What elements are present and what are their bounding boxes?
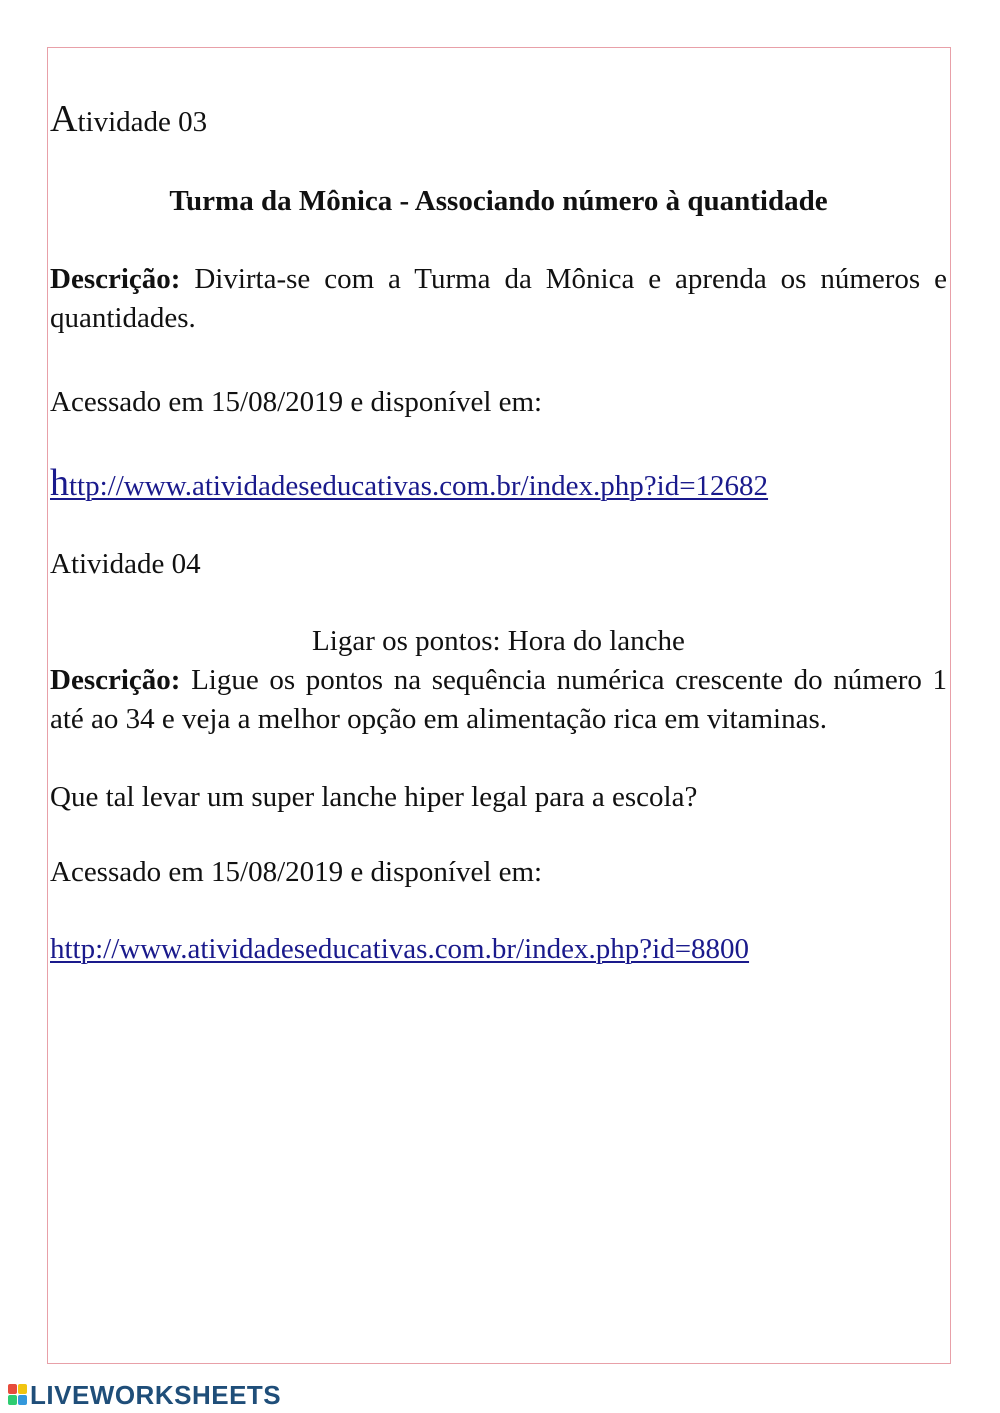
activity-03-heading-rest: tividade 03: [77, 106, 208, 138]
activity-03-accessed-text: Acessado em 15/08/2019 e disponível em:: [50, 386, 543, 418]
activity-04-extra-line: Que tal levar um super lanche hiper legal para a escola?: [50, 781, 698, 813]
activity-03-title: Turma da Mônica - Associando número à quantidade: [169, 185, 828, 217]
activity-04-accessed-text: Acessado em 15/08/2019 e disponível em:: [50, 856, 543, 888]
activity-03-heading-initial: A: [50, 98, 78, 140]
activity-04-heading: Atividade 04: [50, 548, 201, 580]
activity-03-link[interactable]: [50, 462, 769, 504]
activity-03-link-initial: h: [50, 462, 69, 504]
activity-04-description: [50, 661, 947, 739]
activity-03-heading: [50, 100, 207, 142]
activity-03-link-line: [50, 464, 768, 506]
activity-04-description-label: Descrição:: [50, 664, 181, 696]
activity-03-description: [50, 260, 947, 338]
activity-04-description-text: Ligue os pontos na sequência numérica crescente do número 1 até ao 34 e veja a melhor opção em alimentação rica em vitaminas.: [50, 664, 947, 735]
activity-03-link-rest: ttp://www.atividadeseducativas.com.br/index.php?id=12682: [69, 470, 769, 502]
activity-04-link[interactable]: http://www.atividadeseducativas.com.br/index.php?id=8800: [50, 933, 750, 965]
activity-04-link-line: [50, 930, 749, 969]
liveworksheets-logo-text: LIVEWORKSHEETS: [30, 1379, 282, 1410]
activity-03-description-text: Divirta-se com a Turma da Mônica e aprenda os números e quantidades.: [50, 263, 947, 334]
activity-04-title: Ligar os pontos: Hora do lanche: [312, 625, 685, 657]
activity-03-description-label: Descrição:: [50, 263, 181, 295]
liveworksheets-logo-icon: [8, 1384, 28, 1406]
liveworksheets-logo[interactable]: [8, 1378, 281, 1412]
